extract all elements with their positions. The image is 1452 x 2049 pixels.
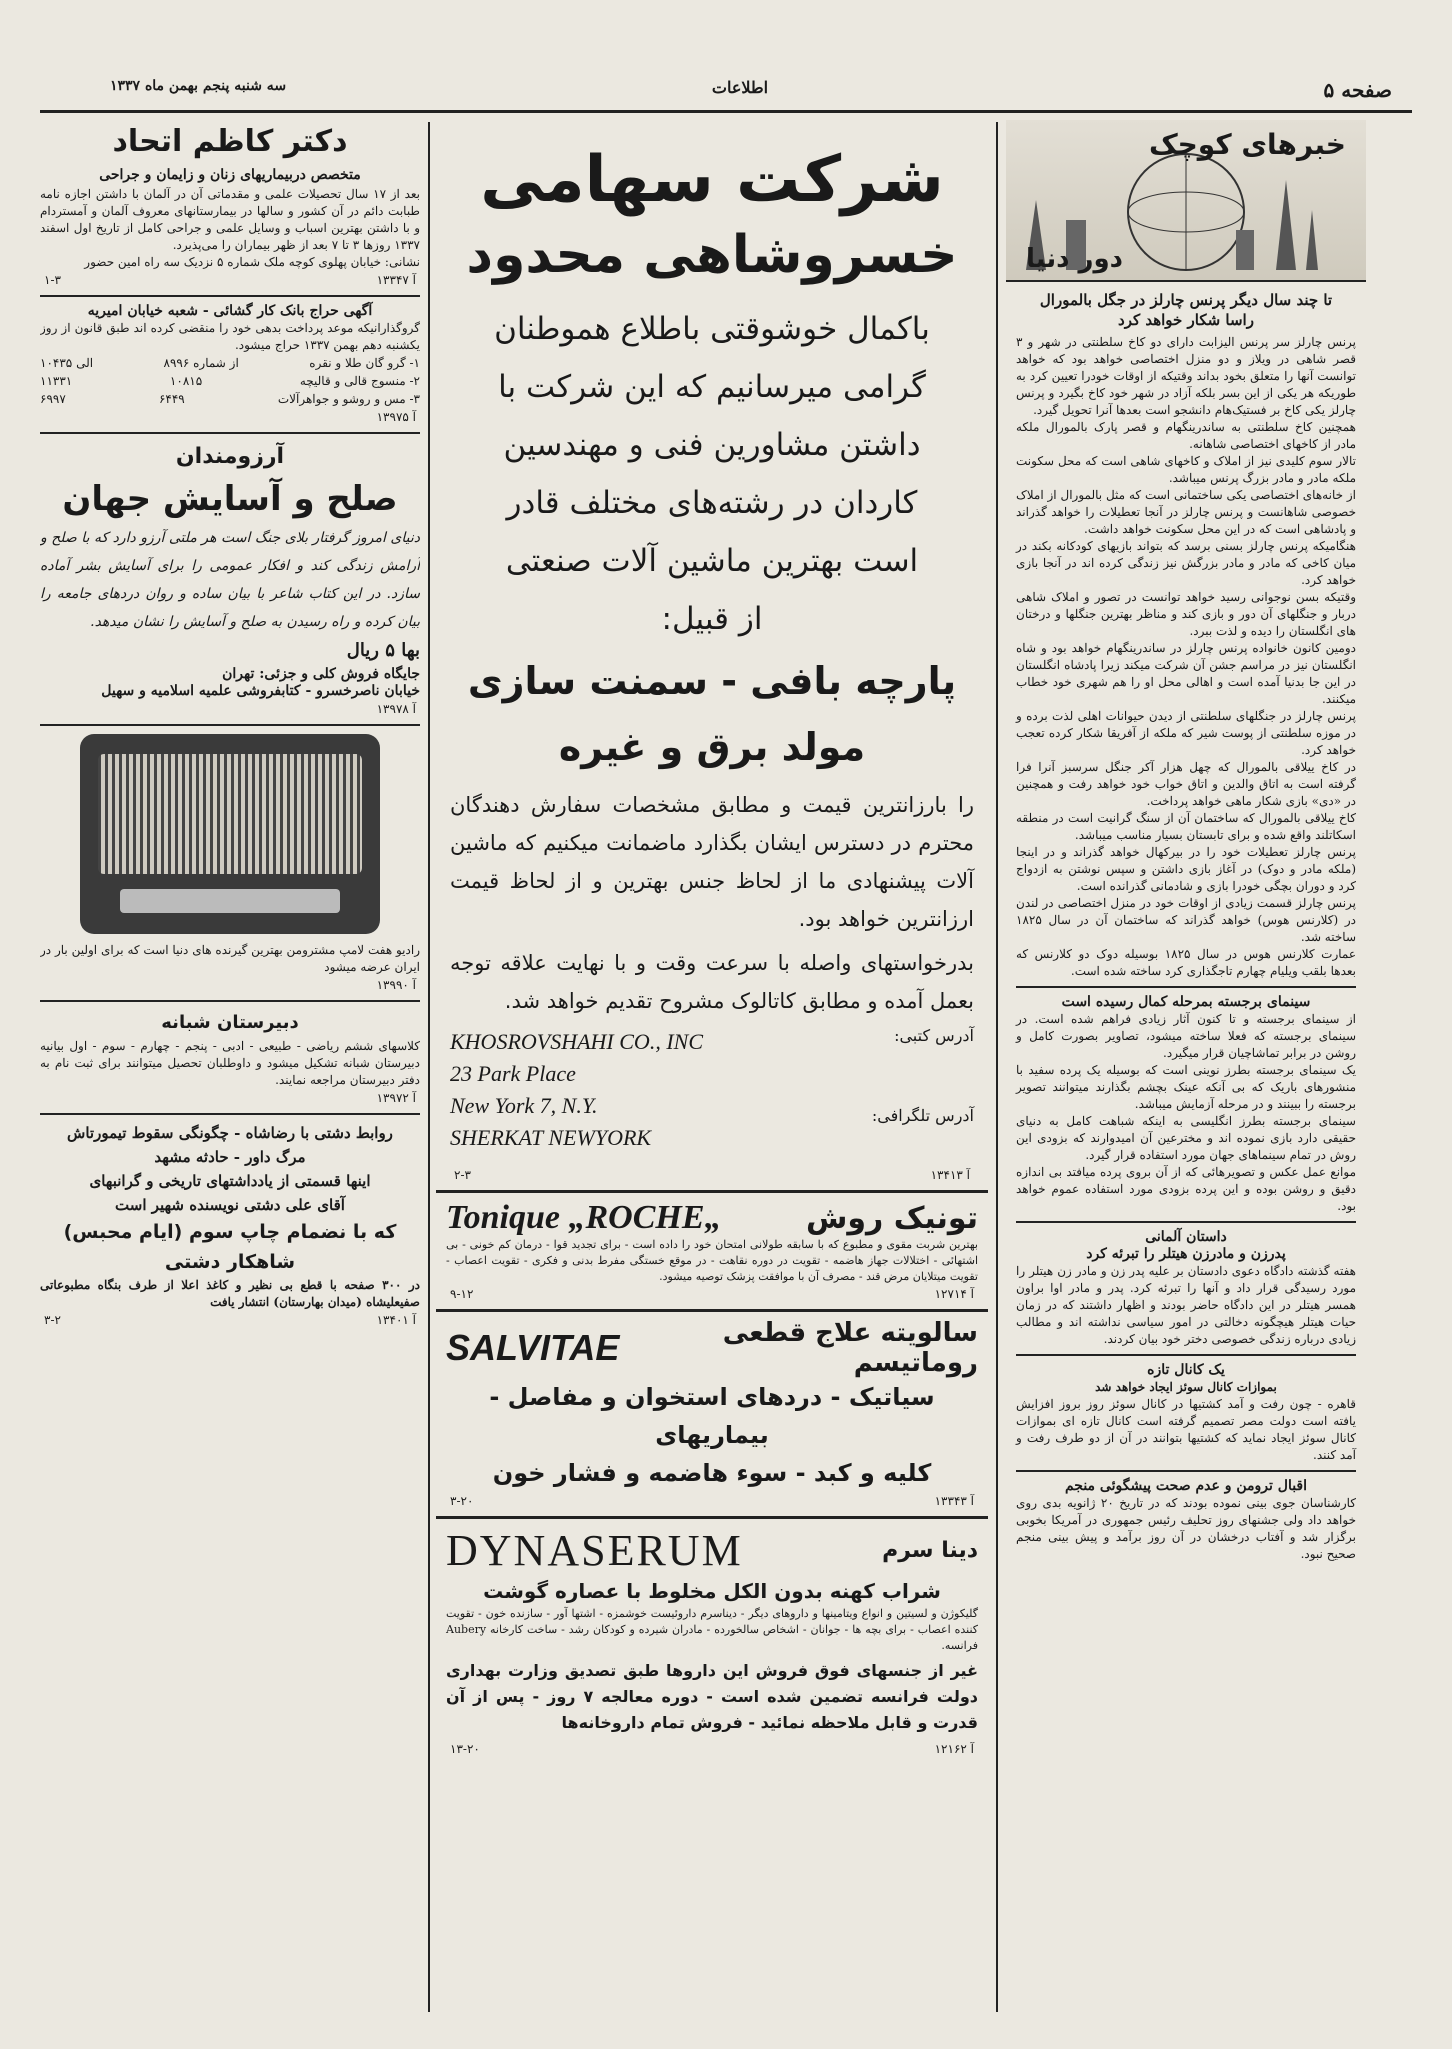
peace-store-2: خیابان ناصرخسرو - کتابفروشی علمیه اسلامیه و سهیل [101, 683, 420, 699]
table-row: ۲- منسوج قالی و قالیچه ۱۰۸۱۵ ۱۱۳۳۱ [40, 374, 420, 388]
company-title: شرکت سهامی [480, 143, 944, 217]
address-line: KHOSROVSHAHI CO., INC [450, 1029, 703, 1054]
tonique-brand: Tonique „ROCHE„ [446, 1199, 722, 1236]
cinema-headline: سینمای برجسته بمرحله کمال رسیده است [1061, 994, 1311, 1010]
ad-code: آ ۱۲۷۱۴ [934, 1287, 974, 1301]
ad-line: از قبیل: [661, 601, 763, 637]
ad-code: آ ۱۳۹۹۰ [376, 978, 416, 992]
ad-code: ۲-۳ [454, 1168, 471, 1182]
peace-heading: صلح و آسایش جهان [62, 479, 398, 519]
headline-charles: تا چند سال دیگر پرنس چارلز در جگل بالمورال [1039, 291, 1333, 309]
ad-line: باکمال خوشوقتی باطلاع هموطنان [494, 311, 930, 347]
radio-ad [40, 734, 420, 994]
ad-paragraph: را بارزانترین قیمت و مطابق مشخصات سفارش دهندگان محترم در دسترس ایشان بگذارد ماضمانت میکنیم که ماشین آلات پیشنهادی ما از لحاظ جنس بهترین و از لحاظ قیمت ارزانترین خواهد بود. [450, 793, 974, 931]
salvitae-line: کلیه و کبد - سوء هاضمه و فشار خون [492, 1459, 932, 1487]
ad-code: آ ۱۳۹۷۸ [376, 702, 416, 716]
ad-code: ۱۳-۲۰ [450, 1742, 480, 1756]
article-paragraph: پرنس چارلز در جنگلهای سلطنتی از دیدن حیوانات اهلی لذت برده و در موزه سلطنتی از پوست شیر که ملکه از آفریقا شکار کرده تعجب خواهد کرد. [1016, 709, 1356, 757]
salvitae-line: سالویته علاج قطعی روماتیسم [722, 1318, 978, 1378]
article-paragraph: عمارت کلارنس هوس در سال ۱۸۲۵ بوسیله دوک دو کلارنس که بعدها بلقب ویلیام چهارم تاجگذاری کرد ساخته شده است. [1016, 947, 1357, 978]
book-ad [40, 1121, 420, 1329]
peace-store: جایگاه فروش کلی و جزئی: تهران [222, 666, 420, 682]
book-line: که با نضمام چاپ سوم (ایام محبس) [63, 1221, 397, 1243]
article-paragraph: وقتیکه بسن نوجوانی رسید خواهد توانست در تصور و املاک شاهی دربار و جنگلهای آن دور و بازی کند و مناظر بهترین جنگلها و درختان های انگلستان را دیده و لذت ببرد. [1016, 590, 1356, 638]
address-line: New York 7, N.Y. [450, 1093, 598, 1118]
doctor-specialty: متخصص دربیماریهای زنان و زایمان و جراحی [99, 167, 361, 183]
article-paragraph: کاخ ییلاقی بالمورال که ساختمان آن از سنگ گرانیت است در منطقه اسکاتلند واقع شده و برای تابستان بسیار مناسب میباشد. [1016, 811, 1356, 842]
left-column [40, 120, 420, 2020]
issue-date: سه شنبه پنجم بهمن ماه ۱۳۳۷ [110, 78, 287, 94]
ad-line: گرامی میرسانیم که این شرکت با [498, 369, 926, 405]
ad-code: ۹-۱۲ [450, 1287, 474, 1301]
banner-title: خبرهای کوچک [1148, 128, 1346, 161]
address-line: 23 Park Place [450, 1061, 576, 1086]
ad-paragraph: بدرخواستهای واصله با سرعت وقت و با نهایت علاقه توجه بعمل آمده و مطابق کاتالوک مشروح تقدیم خواهد شد. [450, 951, 974, 1013]
doctor-address: نشانی: خیابان پهلوی کوچه ملک شماره ۵ نزدیک سه راه امین حضور [84, 255, 420, 269]
school-ad [40, 1008, 420, 1107]
telegraph-address: SHERKAT NEWYORK [450, 1125, 652, 1150]
bank-title: آگهی حراج بانک کار گشائی - شعبه خیابان امیریه [87, 303, 373, 319]
book-line: اینها قسمتی از یادداشتهای تاریخی و گرانبهای [89, 1172, 371, 1190]
article-paragraph: پرنس چارلز سر پرنس الیزابت دارای دو کاخ سلطنتی در شهر و ۳ قصر شاهی در ویلاز و دو منزل اختصاصی خواهد بود که خواهد توانست آنها را متعلق بخود بداند وقتیکه از اوقات خودرا تعیین کرد به طوریکه هر یکی از این بسر بلکه آزاد در شهر خود کاخ بگیرد و پرنس چارلز یکی کاخ بر فستیک‌هام دانشجو است بعدها آنرا تحویل گیرد. [1016, 335, 1356, 417]
truman-headline: اقبال ترومن و عدم صحت پیشگوئی منجم [1064, 1478, 1308, 1494]
ad-code: ۱-۳ [44, 273, 61, 287]
hitler-headline: پدرزن و مادرزن هیتلر را تبرئه کرد [1086, 1246, 1286, 1262]
paper-name: اطلاعات [711, 78, 769, 97]
doctor-ad [40, 120, 420, 289]
middle-column [436, 120, 988, 2020]
cinema-paragraph: موانع عمل عکس و تصویرهائی که از آن بروی پرده میافتد بی اندازه دقیق و روشن بوده و این پرده بزودی مورد استفاده عموم خواهد بود. [1016, 1165, 1356, 1213]
ad-line: کاردان در رشته‌های مختلف قادر [506, 485, 918, 521]
article-paragraph: دومین کانون خانواده پرنس چارلز در ساندرینگهام خواهد بود و شاه انگلستان نیز در مراسم جشن آن شرکت میکند زیرا پادشاه انگلستان در این جا بدنیا آمده است و اهالی محل او را هم شهری خود خطاب میکنند. [1016, 641, 1356, 706]
peace-price: بها ۵ ریال [346, 640, 420, 661]
school-body: کلاسهای ششم ریاضی - طبیعی - ادبی - پنجم - چهارم - سوم - اول بیانیه دبیرستان شبانه تشکیل میشود و داوطلبان تحصیل میتوانند برای ثبت نام به دفتر دبیرستان مراجعه نمایند. [40, 1039, 420, 1087]
dynaserum-subtitle: شراب کهنه بدون الکل مخلوط با عصاره گوشت [483, 1579, 941, 1603]
ad-line: است بهترین ماشین آلات صنعتی [505, 543, 919, 579]
salvitae-brand: SALVITAE [446, 1327, 620, 1368]
doctor-body: بعد از ۱۷ سال تحصیلات علمی و مقدماتی آن در آلمان با داشتن اجازه نامه طبابت دائم در آن کشور و سالها در بیمارستانهای معروف آلمان و آمستردام و با داشتن بهترین اسباب و وسایل علمی و جراحی کامل از تاریخ اول اسفند ۱۳۳۷ روزها ۳ تا ۷ بعد از ظهر بیماران را می‌پذیرد. [40, 187, 420, 252]
headline-charles-2: راسا شکار خواهد کرد [1118, 311, 1254, 329]
ad-code: آ ۱۲۱۶۲ [934, 1742, 974, 1756]
ad-code: ۳-۲ [44, 1313, 61, 1327]
book-line: آقای علی دشتی نویسنده شهیر است [115, 1196, 345, 1214]
ad-code: آ ۱۳۳۴۷ [376, 273, 416, 287]
ad-code: آ ۱۳۴۱۳ [930, 1168, 970, 1182]
tonique-fa: تونیک روش [805, 1200, 978, 1236]
canal-headline: یک کانال تازه [1147, 1362, 1225, 1378]
address-block [450, 1026, 974, 1166]
dynaserum-fa: دینا سرم [882, 1538, 978, 1563]
right-column [1006, 120, 1366, 2020]
hitler-paragraph: هفته گذشته دادگاه دعوی دادستان بر علیه پدر زن و مادر زن هیتلر را مورد رسیدگی قرار داد و آنها را تبرئه کرد. پدر و مادر اوا براون همسر هیتلر در این دادگاه حاضر بودند و اظهار داشتند که در زمان حیات هیتلر هیچگونه دخالتی در امور سیاسی نداشته اند و مطالب زیادی درباره زندگی خصوصی دختر خود بیان کردند. [1016, 1264, 1356, 1346]
banner-subtitle: دور دنیا [1026, 244, 1124, 274]
radio-caption: رادیو هفت لامپ مشترومن بهترین گیرنده های دنیا است که برای اولین بار در ایران عرضه میشود [40, 943, 420, 974]
canal-paragraph: قاهره - چون رفت و آمد کشتیها در کانال سوئز روز بروز افزایش یافته است دولت مصر تصمیم گرفته است کانال تازه ای بموازات کانال سوئز ایجاد نماید که کشتیها بتوانند در آن از دو طرف رفت و آمد کنند. [1016, 1397, 1356, 1462]
book-line: مرگ داور - حادثه مشهد [154, 1148, 306, 1166]
ad-line: داشتن مشاورین فنی و مهندسین [503, 427, 921, 463]
peace-body: دنیای امروز گرفتار بلای جنگ است هر ملتی آرزو دارد که با صلح و آرامش زندگی کند و افکار عمومی را برای آسایش بشر آماده سازد. در این کتاب شاعر با بیان ساده و روان دردهای جامعه را بیان کرده و راه رسیدن به صلح و آسایش را نشان میدهد. [40, 530, 420, 630]
article-paragraph: در کاخ ییلاقی بالمورال که چهل هزار آکر جنگل سرسبز آنرا فرا گرفته است به اتاق والدین و اتاق خواب خود خواهد رفت و همچنین در «دی» بازی شکار ماهی خواهد پرداخت. [1016, 760, 1356, 808]
news-banner [1006, 120, 1366, 282]
dynaserum-notice: غیر از جنسهای فوق فروش این داروها طبق تصدیق وزارت بهداری دولت فرانسه تضمین شده است - دوره معالجه ۷ روز - پس از آن قدرت و قابل ملاحظه نمائید - فروش تمام داروخانه‌ها [446, 1661, 978, 1732]
dynaserum-body: گلیکوژن و لسیتین و انواع ویتامینها و داروهای دیگر - دیناسرم داروئیست خوشمزه - اشتها آور - سازنده خون - تقویت کننده اعصاب - برای بچه ها - جوانان - اشخاص سالخورده - مادران شیرده و کودکان رشد - ساخت کارخانه Aubery فرانسه. [446, 1607, 978, 1652]
cinema-paragraph: سینمای برجسته بطرز انگلیسی به اینکه شباهت کامل به دنیای حقیقی دارد بازی نموده اند و مخترعین آن امیدوارند که بزودی این روش در تمام سینماهای جهان مورد استفاده قرار گیرد. [1016, 1114, 1356, 1162]
column-divider [428, 122, 430, 2012]
peace-title: آرزومندان [175, 444, 285, 469]
dynaserum-brand: DYNASERUM [446, 1526, 743, 1575]
page-number: صفحه ۵ [1323, 78, 1392, 102]
cinema-paragraph: یک سینمای برجسته بطرز نوینی است که بوسیله یک پرده سفید با منشورهای باریک که بی‌ آنکه عینک بچشم بگذارند میتوانند تصویر برجسته را ببینند و در مرحله آزمایش میباشد. [1016, 1063, 1356, 1111]
table-row: ۳- مس و روشو و جواهرآلات ۶۴۴۹ ۶۹۹۷ [40, 392, 420, 406]
ad-code: آ ۱۳۹۷۲ [376, 1091, 416, 1105]
doctor-name: دکتر کاظم اتحاد [112, 124, 348, 159]
article-paragraph: تالار سوم کلیدی نیز از املاک و کاخهای شاهی است که محل سکونت ملکه مادر و مادر بزرگ پرنس میباشد. [1016, 454, 1356, 485]
article-paragraph: همچنین کاخ سلطنتی به ساندرینگهام و قصر پارک بالمورال ملکه مادر از کاخهای اختصاصی شاهانه. [1016, 420, 1356, 451]
dynaserum-ad [436, 1525, 988, 1758]
book-title: شاهکار دشتی [164, 1251, 296, 1273]
peace-book-ad [40, 440, 420, 718]
article-paragraph: پرنس چارلز تعطیلات خود را در بیرکهال خواهد گذراند و در اینجا (ملکه مادر و دوک) در آغاز بازی داشتن و سپس نوشتن به ازدواج کرد و دوران بچگی خودرا بازی و شادمانی گذرانده است. [1016, 845, 1356, 893]
company-name: خسروشاهی محدود [466, 225, 958, 285]
book-line: روابط دشتی با رضاشاه - چگونگی سقوط تیمورتاش [67, 1124, 393, 1142]
industries-line: پارچه بافی - سمنت سازی [467, 659, 957, 703]
tonique-ad [436, 1199, 988, 1303]
ad-code: ۳-۲۰ [450, 1494, 474, 1508]
canal-subheadline: بموازات کانال سوئز ایجاد خواهد شد [1095, 1380, 1277, 1394]
tonique-body: بهترین شربت مقوی و مطبوع که با سابقه طولانی امتحان خود را داده است - برای تجدید قوا - درمان کم خونی - بی اشتهائی - اختلالات جهاز هاضمه - تقویت در دوره نقاهت - در موقع خستگی مفرط بدنی و فکری - تقویت اعصاب - تقویت میتلایان مرض قند - مصرف آن با موافقت پزشک توصیه میشود. [446, 1238, 978, 1283]
table-row: ۱- گرو گان طلا و نقره از شماره ۸۹۹۶ الی ۱۰۴۳۵ [40, 356, 420, 370]
header-rule [40, 110, 1412, 113]
ad-code: آ ۱۳۹۷۵ [376, 410, 416, 424]
truman-paragraph: کارشناسان جوی بینی نموده بودند که در تاریخ ۲۰ ژانویه بدی روی خواهد داد ولی جشنهای روز تحلیف رئیس جمهوری در آمریکا بخوبی برگزار شد و آفتاب درخشان در آن روز برآمد و پیش بینی منجم صحیح نبود. [1016, 1496, 1356, 1561]
bank-body: گروگذارانیکه موعد پرداخت بدهی خود را منقضی کرده اند طبق قانون از روز یکشنبه دهم بهمن ۱۳۳۷ حراج میشود. [40, 321, 420, 352]
ad-code: آ ۱۳۴۰۱ [376, 1313, 416, 1327]
school-title: دبیرستان شبانه [161, 1012, 299, 1033]
book-details: در ۳۰۰ صفحه با قطع بی نظیر و کاغذ اعلا از طرف بنگاه مطبوعاتی صفیعلیشاه (میدان بهارستان) انتشار یافت [40, 1278, 420, 1309]
article-paragraph: از خانه‌های اختصاصی یکی ساختمانی است که مثل بالمورال از املاک خصوصی شاهانست و پرنس چارلز در آنجا تعطیلات را خواهد گذراند و پادشاهی است که در این محل سکونت خواهد داشت. [1016, 488, 1356, 536]
article-paragraph: پرنس چارلز قسمت زیادی از اوقات خود در منزل اختصاصی در لندن در (کلارنس هوس) خواهد گذراند که ساختمان آن در سال ۱۸۲۵ ساخته شد. [1016, 896, 1356, 944]
salvitae-ad [436, 1318, 988, 1510]
salvitae-line: سیاتیک - دردهای استخوان و مفاصل - بیماریهای [489, 1383, 935, 1449]
cinema-paragraph: از سینمای برجسته و تا کنون آثار زیادی فراهم شده است. در سینمای برجسته که فعلا ساخته میشود، تصاویر بصورت کامل و روشن در برابر تماشاچیان قرار میگیرد. [1016, 1012, 1356, 1060]
ad-code: آ ۱۳۳۴۳ [934, 1494, 974, 1508]
industries-line-2: مولد برق و غیره [558, 725, 866, 769]
radio-image [80, 734, 380, 934]
hitler-section: داستان آلمانی [1145, 1229, 1227, 1245]
bank-auction-ad [40, 303, 420, 426]
article-paragraph: هنگامیکه پرنس چارلز بسنی برسد که بتواند بازیهای کودکانه بکند در میان کاخی که مادر و مادر بزرگش نیز زندگی کرده اند در آنجا بازی خواهد کرد. [1016, 539, 1356, 587]
column-divider [996, 122, 998, 2012]
telegraph-label: آدرس تلگرافی: [871, 1106, 974, 1125]
address-label: آدرس کتبی: [894, 1026, 974, 1045]
